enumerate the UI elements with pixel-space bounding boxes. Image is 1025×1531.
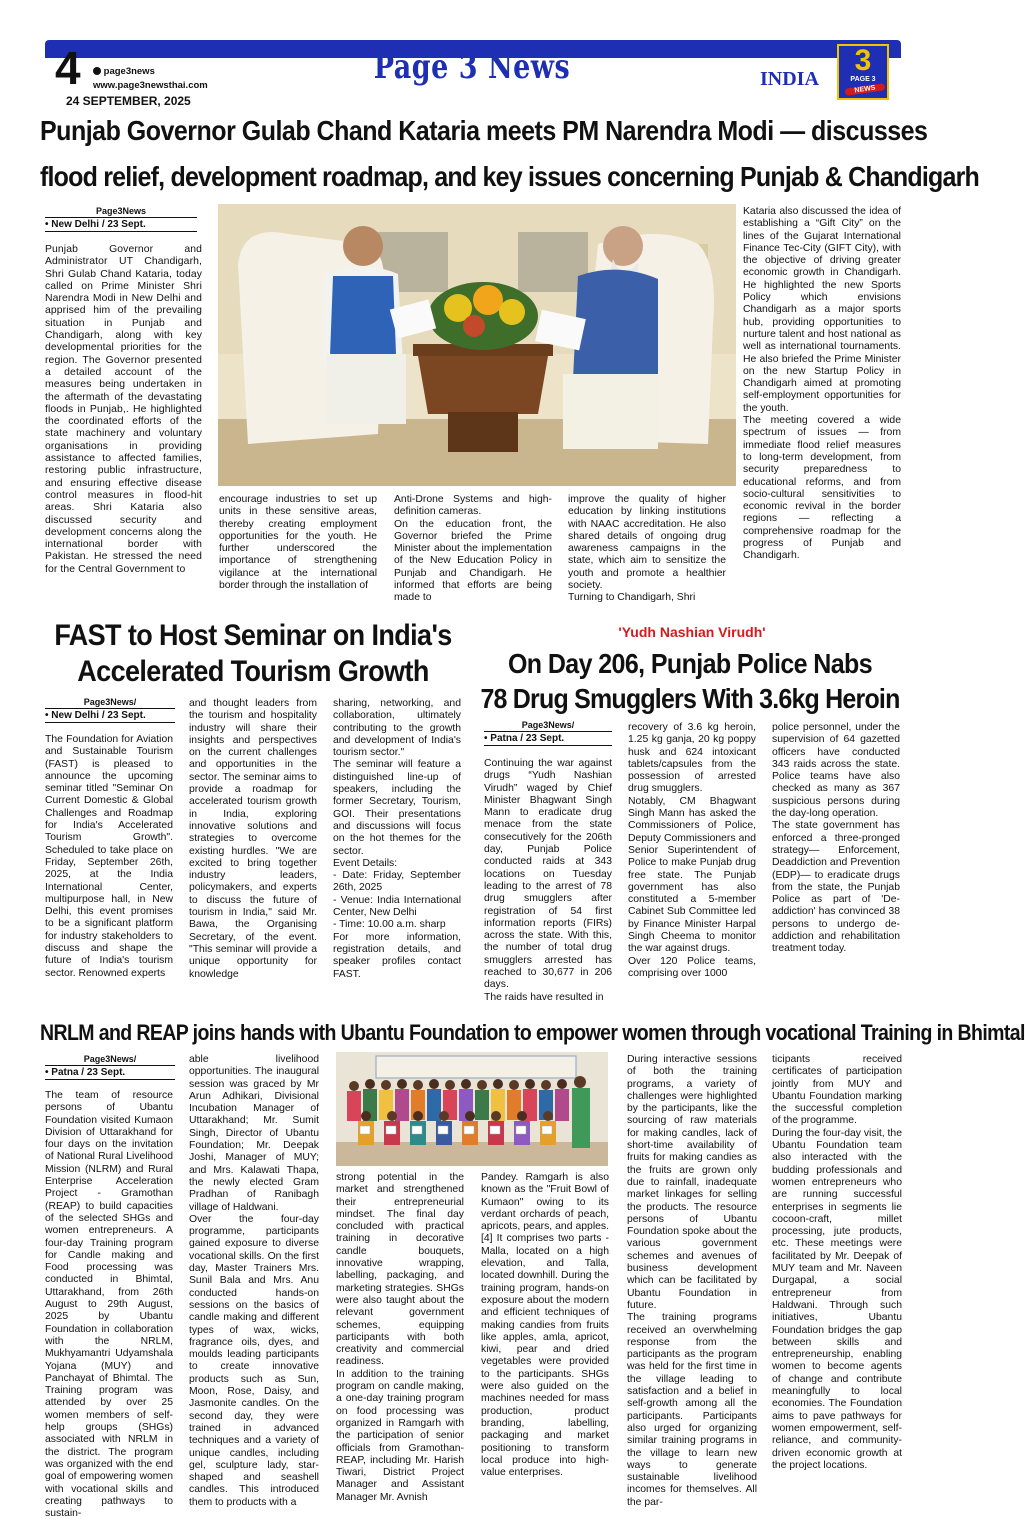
story1-headline-line2: flood relief, development roadmap, and key issues concerning Punjab & Chandigarh <box>40 161 979 193</box>
story1-col3: Anti-Drone Systems and high-definition cameras. On the education front, the Governor briefed the Prime Minister about the implementation of the New Education Policy in Punjab and Chandigarh. He informed that efforts are being made to <box>394 494 552 604</box>
story3-agency: Page3News/ <box>521 720 575 730</box>
story3-headline-line2: 78 Drug Smugglers With 3.6kg Heroin <box>480 683 900 715</box>
social-handle-text: page3news <box>103 66 155 77</box>
story1-col2: encourage industries to set up units in these sensitive areas, thereby creating employment opportunities for the youth. He further underscored the importance of strengthening vigilance at the international border through the installation of <box>219 494 377 592</box>
story1-headline-line1: Punjab Governor Gulab Chand Kataria meets PM Narendra Modi — discusses <box>40 115 928 147</box>
story4-col5: During interactive sessions of both the training programs, a variety of challenges were highlighted by the participants, like the sourcing of raw materials for making candles, lack of short-time availability of fruits for making candies as the fruits are grown only due to rainfall, inadequate market linkages for selling the products. The resource persons of Ubantu Foundation spoke about the various government schemes and avenues of business development which can be facilitated by Ubantu Foundation in future. The training programs received an overwhelming response from the participants as the program was held for the first time in the village leading to satisfaction and a belief in self-growth among all the participants. Participants also urged for organizing similar training programs in the village to learn new ways to generate sustainable livelihood incomes for themselves. All the par- <box>627 1054 757 1508</box>
story2-headline-line1: FAST to Host Seminar on India's <box>54 618 452 652</box>
story1-dateline <box>45 206 197 232</box>
issue-date: 24 SEPTEMBER, 2025 <box>66 94 191 108</box>
story4-col6: ticipants received certificates of participation jointly from MUY and Ubantu Foundation marking the successful completion of the programme. During the four-day visit, the Ubantu Foundation team also interacted with the budding professionals and women entrepreneurs who are running successful enterprises in segments lie cocoon-craft, millet processing, jute products, etc. These meetings were facilitated by Mr. Deepak of MUY team and Mr. Naveen Durgapal, a social entrepreneur from Haldwani. Through such initiatives, Ubantu Foundation bridges the gap between skills and entrepreneurship, enabling women to become agents of change and contribute meaningfully to local economies. The Foundation aims to pave pathways for women empowerment, self-reliance, and community-driven economic growth at the project locations. <box>772 1054 902 1471</box>
badge-number: 3 <box>854 44 872 77</box>
training-group-photo <box>336 1052 608 1166</box>
story2-headline-line2: Accelerated Tourism Growth <box>77 654 429 688</box>
story1-place: • New Delhi / 23 Sept. <box>45 217 197 232</box>
social-icon <box>93 67 101 75</box>
story4-place: • Patna / 23 Sept. <box>45 1065 175 1080</box>
story1-col5: Kataria also discussed the idea of establishing a “Gift City” on the lines of the Gujarat International Finance Tec-City (GIFT City), with the objective of driving greater economic growth in Chandigarh. He highlighted the new Sports Policy which envisions Chandigarh as a major sports hub, providing opportunities to nurture talent and host national as well as international tournaments. He also briefed the Prime Minister on the new Startup Policy in Chandigarh aimed at promoting self-employment opportunities for the youth. The meeting covered a wide spectrum of issues — from immediate flood relief measures to long-term development, from security preparedness to educational reforms, and from socio-cultural sensitivities to economic revival in the border regions — reflecting a comprehensive roadmap for the progress of Punjab and Chandigarh. <box>743 206 901 562</box>
training-photo-graphic <box>336 1052 608 1166</box>
story3-col2: recovery of 3.6 kg heroin, 1.25 kg ganja, 20 kg poppy husk and 624 intoxicant tablets/capsules from the possession of arrested drug smugglers. Notably, CM Bhagwant Singh Mann has asked the Commissioners of Police, Deputy Commissioners and Senior Superintendent of Police to make Punjab drug free state. The Punjab government has also constituted a 5-member Cabinet Sub Committee led by Finance Minister Harpal Singh Cheema to monitor the war against drugs. Over 120 Police teams, comprising over 1000 <box>628 722 756 979</box>
story2-place: • New Delhi / 23 Sept. <box>45 708 175 723</box>
story4-agency: Page3News/ <box>83 1054 137 1064</box>
story3-col1: Continuing the war against drugs “Yudh Nashian Virudh” waged by Chief Minister Bhagwant Singh Mann to eradicate drug menace from the state consecutively for the 206th day, Punjab Police conducted raids at 343 locations on Tuesday leading to the arrest of 78 drug smugglers after registration of 54 first information reports (FIRs) across the state. With this, the number of total drug smugglers arrested has reached to 30,677 in 206 days. The raids have resulted in <box>484 758 612 1003</box>
story4-col2: able livelihood opportunities. The inaugural session was graced by Mr Arun Adhikari, Divisional Incubation Manager of Uttarakhand; Mr. Sumit Singh, Director of Ubantu Foundation; Mr. Deepak Joshi, Manager of MUY; and Mrs. Kalawati Thapa, the newly elected Gram Pradhan of Ranibagh village of Haldwani. Over the four-day programme, participants gained exposure to diverse vocational skills. On the first day, Master Trainers Mrs. Sunil Bala and Mrs. Anu conducted hands-on sessions on the basics of candle making and different types of wax, wicks, fragrance oils, dyes, and moulds leading participants to create innovative products such as Sun, Moon, Rose, Daisy, and Jasmonite candles. On the second day, they were trained in advanced techniques and a variety of unique candles, including gel, sculpture lady, star-shaped and seashell candles. This introduced them to products with a <box>189 1054 319 1508</box>
story2-col3: sharing, networking, and collaboration, ultimately contributing to the growth and development of India's tourism sector." The seminar will feature a distinguished line-up of speakers, including the former Secretary, Tourism, GOI. Their presentations and discussions will focus on the hot themes for the sector. Event Details: - Date: Friday, September 26th, 2025 - Venue: India International Center, New Delhi - Time: 10.00 a.m. sharp For more information, registration details, and speaker profiles contact FAST. <box>333 698 461 980</box>
story3-col3: police personnel, under the supervision of 64 gazetted officers have conducted 343 raids across the state. Police teams have also checked as many as 367 suspicious persons during the day-long operation. The state government has enforced a three-pronged strategy— Enforcement, Deaddiction and Prevention (EDP)— to eradicate drugs from the state, the Punjab Police as part of 'De-addiction' has convinced 38 persons to undergo de-addiction and rehabilitation treatment today. <box>772 722 900 955</box>
meeting-photo <box>218 204 736 486</box>
story2-col1: The Foundation for Aviation and Sustainable Tourism (FAST) is pleased to announce the upcoming seminar titled "Seminar On Current Domestic & Global Challenges and Roadmap for India's Accelerated Tourism Growth". Scheduled to take place on Friday, September 26th, 2025, at the India International Center, multipurpose hall, in New Delhi, this event promises to be a significant platform for industry stakeholders to discuss and shape the future of India's tourism sector. Renowned experts <box>45 734 173 979</box>
story4-col3: strong potential in the market and strengthened their entrepreneurial mindset. The final day concluded with practical training in decorative candle bouquets, innovative wrapping, labelling, packaging, and marketing strategies. SHGs were also taught about the relevant government schemes, equipping participants with both creativity and commercial readiness. In addition to the training program on candle making, a one-day training program on food processing was organized in Ramgarh with the participation of senior officials from Gramothan-REAP, including Mr. Harish Tiwari, District Project Manager and Assistant Manager Mr. Avnish <box>336 1172 464 1503</box>
story3-dateline <box>484 720 612 746</box>
page-number: 4 <box>55 42 81 94</box>
story2-dateline <box>45 697 175 723</box>
social-handle <box>93 66 155 77</box>
website[interactable]: www.page3newsthai.com <box>93 80 208 91</box>
story1-col4: improve the quality of higher education by linking institutions with NAAC accreditation. He also shared details of ongoing drug awareness campaigns in the state, which aim to sensitize the youth and promote a healthier society. Turning to Chandigarh, Shri <box>568 494 726 604</box>
meeting-photo-graphic <box>218 204 736 486</box>
story2-col2: and thought leaders from the tourism and hospitality industry will share their insights and perspectives on the current challenges and opportunities in the sector. The seminar aims to provide a roadmap for accelerated tourism growth in India, exploring innovative solutions and strategies to overcome existing hurdles. "We are excited to bring together industry leaders, policymakers, and experts to discuss the future of tourism in India," said Mr. Bawa, the Organising Secretary, of the event. "This seminar will provide a unique opportunity for knowledge <box>189 698 317 980</box>
story3-headline-line1: On Day 206, Punjab Police Nabs <box>507 648 873 680</box>
brand-badge <box>837 44 889 100</box>
story3-place: • Patna / 23 Sept. <box>484 731 612 746</box>
logo-text: Page 3 News <box>373 48 571 87</box>
story4-headline: NRLM and REAP joins hands with Ubantu Foundation to empower women through vocational Training in Bhimtal <box>40 1020 1025 1046</box>
badge-top: PAGE 3 <box>850 76 876 83</box>
story4-col1: The team of resource persons of Ubantu Foundation visited Kumaon Division of Uttarakhand for four days on the invitation of National Rural Livelihood Mission (NLRM) and Rural Enterprise Acceleration Project - Gramothan (REAP) to build capacities of the selected SHGs and women entrepreneurs. A four-day Training program for Candle making and Food processing was conducted in Bhimtal, Uttarakhand, from 26th August to 29th August, 2025 by Ubantu Foundation in collaboration with the NRLM, Mukhyamantri Udyamshala Yojana (MUY) and Panchayat of Bhimtal. The Training program was attended by over 25 women members of self-help groups (SHGs) associated with NRLM in the district. The program was organized with the end goal of empowering women with vocational skills and creating pathways to sustain- <box>45 1090 173 1520</box>
edition-label: INDIA <box>760 68 819 90</box>
story2-agency: Page3News/ <box>83 697 137 707</box>
story4-dateline <box>45 1054 175 1080</box>
story3-kicker: 'Yudh Nashian Virudh' <box>618 624 766 640</box>
story1-col1: Punjab Governor and Administrator UT Chandigarh, Shri Gulab Chand Kataria, today called on Prime Minister Shri Narendra Modi in New Delhi and apprised him of the prevailing situation in Punjab and Chandigarh, along with key developmental priorities for the region. The Governor presented a detailed account of the measures being undertaken in the aftermath of the devastating floods in Punjab,. He highlighted the coordinated efforts of the state machinery and voluntary organisations in providing assistance to affected families, restoring public infrastructure, and ensuring effective disease control measures in flood-hit areas. Shri Kataria also discussed security and development concerns along the international border with Pakistan. He stressed the need for the Central Government to <box>45 244 202 575</box>
story4-col4: Pandey. Ramgarh is also known as the "Fruit Bowl of Kumaon" owing to its verdant orchards of peach, apricots, pears, and apples.[4] It comprises two parts - Malla, located on a high elevation, and Talla, located downhill. During the training program, hands-on exposure about the modern and efficient techniques of making candies from fruits like apples, amla, apricot, kiwi, pear and dried vegetables were provided to the participants. SHGs were also guided on the machines needed for mass production, product branding, labelling, packaging and market positioning to transform local produce into high-value enterprises. <box>481 1172 609 1479</box>
story1-agency: Page3News <box>95 206 147 216</box>
badge-bottom: NEWS <box>845 83 886 95</box>
